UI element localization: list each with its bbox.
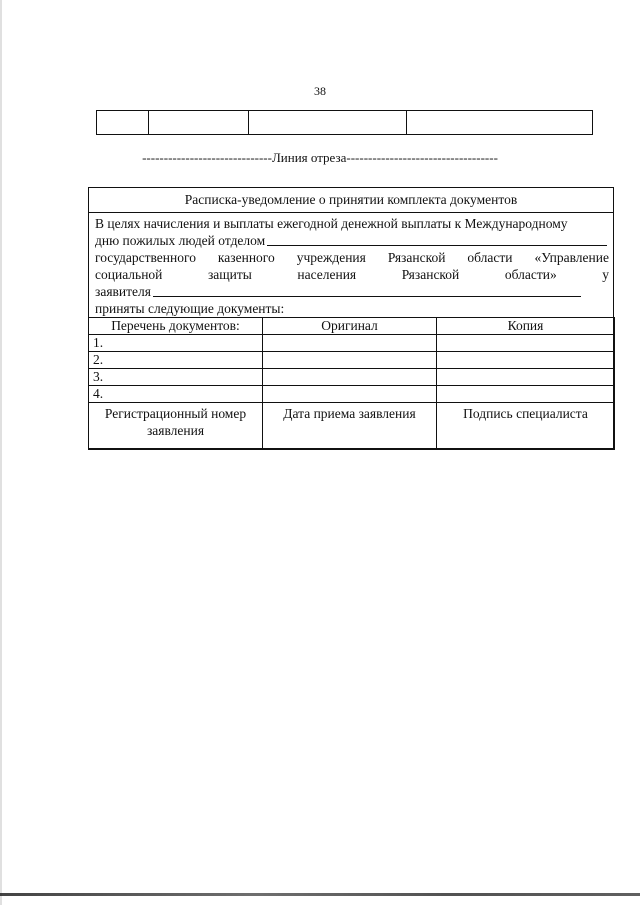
application-date-cell: Дата приема заявления <box>263 403 437 450</box>
receipt-line: В целях начисления и выплаты ежегодной денежной выплаты к Международному <box>95 216 568 231</box>
table-footer-row <box>89 403 615 450</box>
table-cell <box>263 352 437 369</box>
column-header: Оригинал <box>263 318 437 335</box>
table-cell <box>437 369 615 386</box>
top-table-fragment <box>96 110 593 135</box>
scan-edge-left <box>0 0 2 905</box>
table-cell <box>97 111 149 135</box>
receipt-line: заявителя <box>95 283 609 300</box>
table-cell <box>437 352 615 369</box>
specialist-signature-cell: Подпись специалиста <box>437 403 615 450</box>
column-header: Копия <box>437 318 615 335</box>
registration-number-cell: Регистрационный номер заявления <box>89 403 263 450</box>
scan-edge-bottom <box>0 893 640 896</box>
table-cell <box>263 386 437 403</box>
department-blank-field <box>267 232 607 246</box>
table-row <box>89 335 615 352</box>
table-header-row <box>89 318 615 335</box>
table-row <box>89 369 615 386</box>
row-number: 1. <box>89 335 263 352</box>
table-cell <box>437 335 615 352</box>
row-number: 3. <box>89 369 263 386</box>
table-cell <box>249 111 407 135</box>
cut-line: ------------------------------Линия отреза----------------------------------- <box>142 150 498 165</box>
table-row <box>89 386 615 403</box>
table-row <box>89 352 615 369</box>
column-header: Перечень документов: <box>89 318 263 335</box>
receipt-line: дню пожилых людей отделом <box>95 232 609 249</box>
table-cell <box>437 386 615 403</box>
row-number: 4. <box>89 386 263 403</box>
table-cell <box>407 111 593 135</box>
table-cell <box>149 111 249 135</box>
applicant-blank-field <box>153 283 581 297</box>
documents-table <box>88 317 615 450</box>
receipt-line: государственного казенного учреждения Рязанской области «Управление <box>95 250 609 265</box>
receipt-body <box>89 213 613 317</box>
page-number: 38 <box>314 84 326 98</box>
table-cell <box>263 369 437 386</box>
receipt-line: социальной защиты населения Рязанской области» у <box>95 267 609 282</box>
table-cell <box>263 335 437 352</box>
row-number: 2. <box>89 352 263 369</box>
receipt-title: Расписка-уведомление о принятии комплекта документов <box>89 188 613 213</box>
receipt-line: приняты следующие документы: <box>95 301 285 316</box>
